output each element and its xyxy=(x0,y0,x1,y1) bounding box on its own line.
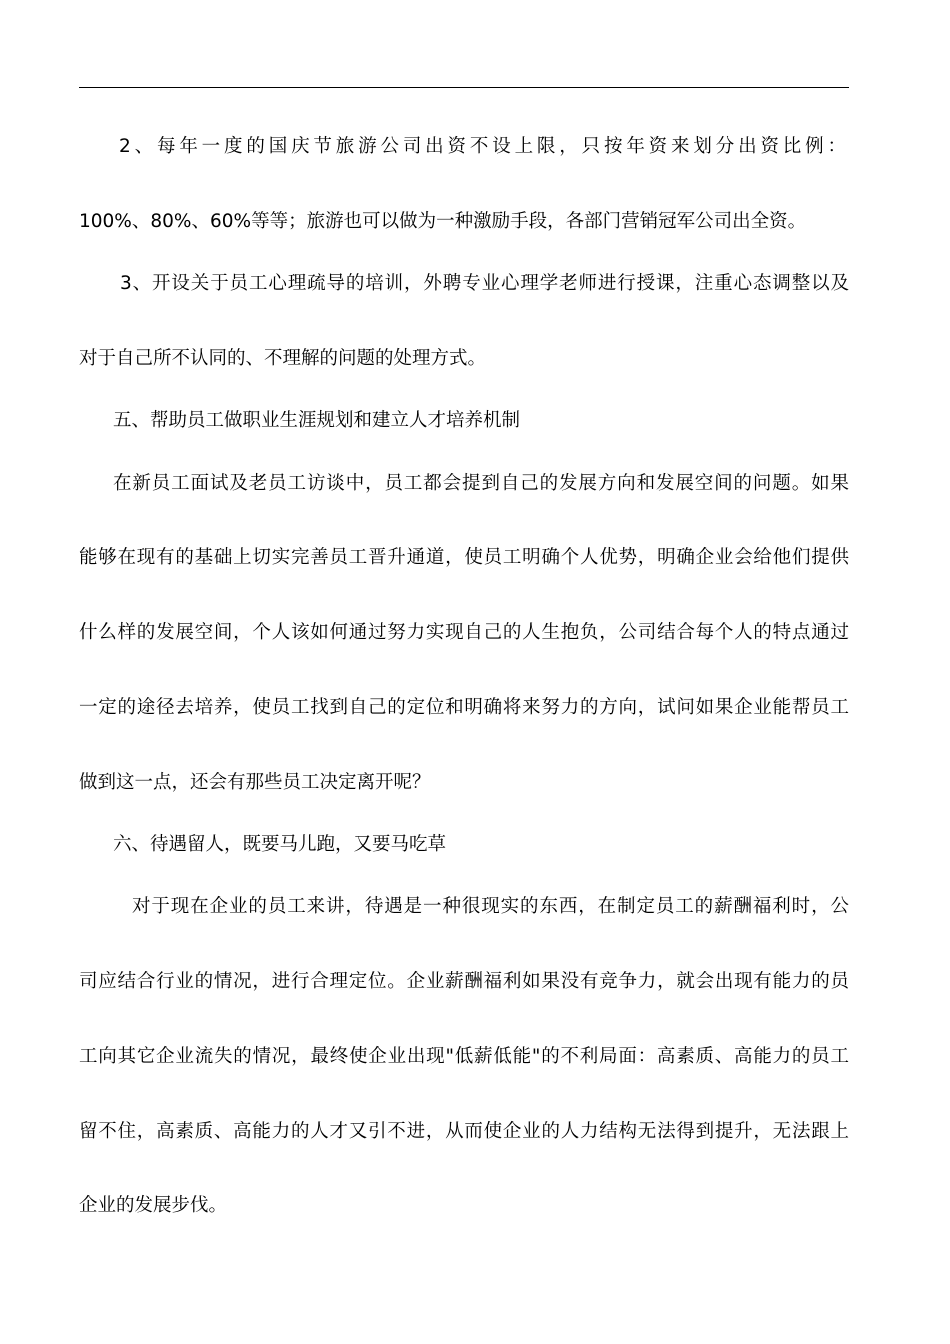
paragraph-line: 一定的途径去培养，使员工找到自己的定位和明确将来努力的方向，试问如果企业能帮员工 xyxy=(79,697,849,718)
paragraph-line: 对于现在企业的员工来讲，待遇是一种很现实的东西，在制定员工的薪酬福利时，公 xyxy=(132,896,849,917)
paragraph-line: 企业的发展步伐。 xyxy=(79,1195,228,1216)
paragraph-line: 什么样的发展空间，个人该如何通过努力实现自己的人生抱负，公司结合每个人的特点通过 xyxy=(79,622,849,643)
paragraph-line: 对于自己所不认同的、不理解的问题的处理方式。 xyxy=(79,348,487,369)
paragraph-line: 在新员工面试及老员工访谈中，员工都会提到自己的发展方向和发展空间的问题。如果 xyxy=(113,473,849,494)
paragraph-line: 2、每年一度的国庆节旅游公司出资不设上限，只按年资来划分出资比例： xyxy=(119,136,849,157)
paragraph-line: 能够在现有的基础上切实完善员工晋升通道，使员工明确个人优势，明确企业会给他们提供 xyxy=(79,547,849,568)
paragraph-line: 司应结合行业的情况，进行合理定位。企业薪酬福利如果没有竞争力，就会出现有能力的员 xyxy=(79,971,849,992)
paragraph-line: 工向其它企业流失的情况，最终使企业出现"低薪低能"的不利局面：高素质、高能力的员工 xyxy=(79,1046,849,1067)
paragraph-line: 100%、80%、60%等等；旅游也可以做为一种激励手段，各部门营销冠军公司出全资。 xyxy=(79,211,807,232)
paragraph-line: 做到这一点，还会有那些员工决定离开呢？ xyxy=(79,772,431,793)
paragraph-line: 留不住，高素质、高能力的人才又引不进，从而使企业的人力结构无法得到提升，无法跟上 xyxy=(79,1121,849,1142)
section-heading: 六、待遇留人，既要马儿跑，又要马吃草 xyxy=(113,834,447,855)
header-rule xyxy=(79,87,849,88)
paragraph-line: 3、开设关于员工心理疏导的培训，外聘专业心理学老师进行授课，注重心态调整以及 xyxy=(120,273,849,294)
section-heading: 五、帮助员工做职业生涯规划和建立人才培养机制 xyxy=(113,410,521,431)
